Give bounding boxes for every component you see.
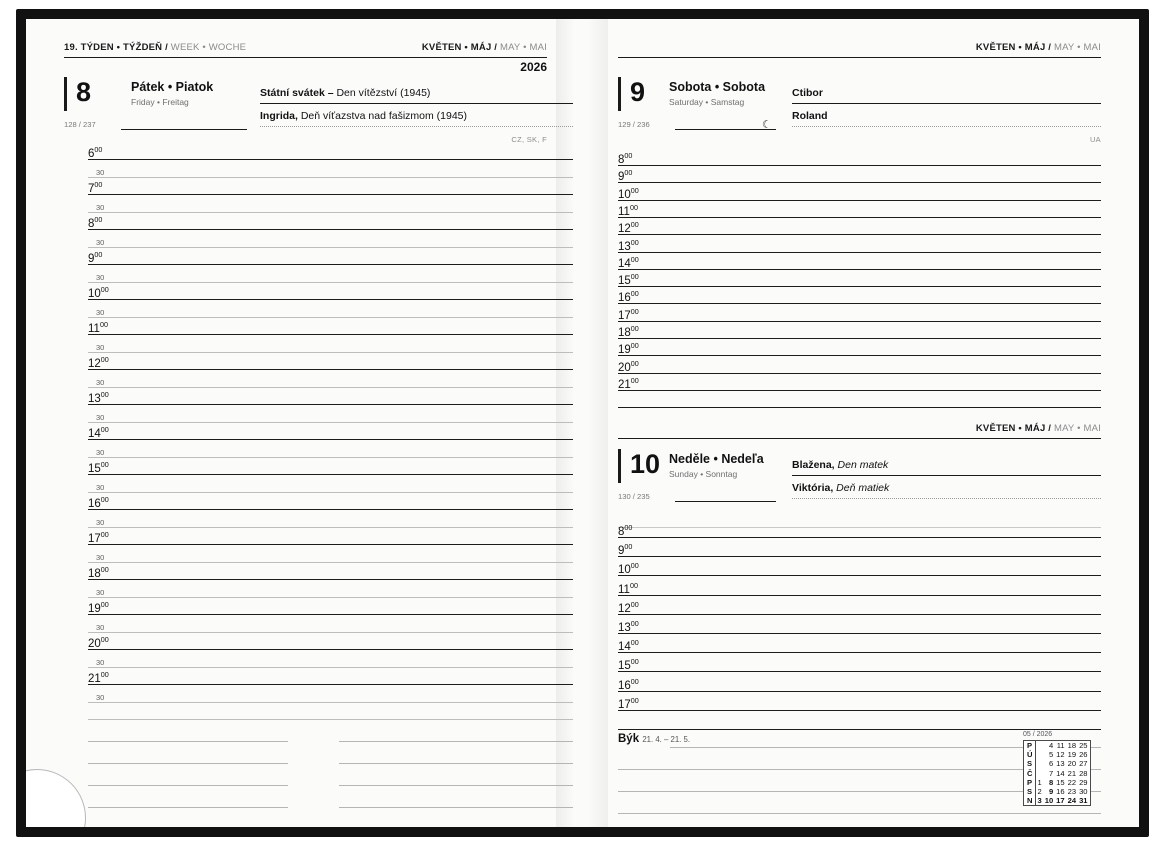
hour-rule <box>88 299 573 300</box>
month-header-left <box>422 42 547 53</box>
hour-rule <box>618 691 1101 692</box>
left-page-header <box>64 42 547 58</box>
day-accent-bar-10 <box>618 449 621 483</box>
holiday-line-1-bold: Státní svátek – <box>260 87 334 99</box>
hour-label: $8^{00}$ <box>618 523 633 538</box>
mini-calendar-row <box>1024 796 1090 805</box>
month-header-mid <box>976 423 1101 434</box>
mini-calendar-day[interactable]: 2 <box>1037 787 1042 797</box>
hour-rule <box>618 286 1101 287</box>
mini-calendar-day[interactable]: 27 <box>1079 759 1088 769</box>
half-hour-rule <box>88 352 573 353</box>
hour-rule <box>88 439 573 440</box>
mini-calendar-day[interactable]: 31 <box>1079 796 1088 806</box>
half-hour-rule <box>88 527 573 528</box>
month-header-right-secondary: MAY • MAI <box>1053 42 1101 53</box>
hour-label: $10^{00}$ <box>618 561 639 577</box>
mini-calendar-day[interactable]: 15 <box>1056 777 1065 787</box>
half-hour-label: 30 <box>96 412 105 422</box>
hour-rule <box>88 509 573 510</box>
hour-rule <box>88 334 573 335</box>
last-quarter-moon-icon: ☾ <box>762 119 772 131</box>
hour-rule <box>618 652 1101 653</box>
half-hour-rule <box>88 422 573 423</box>
half-hour-rule <box>88 387 573 388</box>
day-progress-rule-9 <box>675 129 776 130</box>
mini-calendar-dow: P <box>1024 741 1036 750</box>
day-name-9: Sobota • Sobota <box>669 80 766 94</box>
hour-label: $20^{00}$ <box>618 358 639 374</box>
hour-label: $16^{00}$ <box>88 495 109 510</box>
half-hour-label: 30 <box>96 167 105 177</box>
day-name-10: Neděle • Nedeľa <box>669 452 764 466</box>
half-hour-label: 30 <box>96 342 105 352</box>
hour-label: $13^{00}$ <box>88 390 109 405</box>
note-line[interactable] <box>339 785 573 786</box>
mini-calendar-day[interactable]: 20 <box>1067 759 1077 769</box>
left-page <box>26 19 569 827</box>
day-name-secondary-9: Saturday • Samstag <box>669 97 745 107</box>
hour-rule <box>88 264 573 265</box>
holiday-line-1 <box>260 87 430 99</box>
hour-rule <box>88 404 573 405</box>
half-hour-label: 30 <box>96 552 105 562</box>
week-header-primary: 19. TÝDEN • TÝŽDEŇ / <box>64 42 168 53</box>
month-header-right-primary: KVĚTEN • MÁJ / <box>975 42 1052 53</box>
mini-calendar-row <box>1024 769 1090 778</box>
mini-calendar-day[interactable]: 7 <box>1048 768 1054 778</box>
mini-calendar-day[interactable] <box>1036 769 1044 778</box>
mini-calendar-day[interactable]: 28 <box>1079 768 1088 778</box>
hour-label: $8^{00}$ <box>618 151 633 166</box>
hour-label: $9^{00}$ <box>618 168 633 184</box>
half-hour-label: 30 <box>96 377 105 387</box>
mini-calendar-day[interactable]: 25 <box>1079 741 1088 750</box>
hour-rule <box>88 649 573 650</box>
hour-label: $6^{00}$ <box>88 145 103 160</box>
mini-calendar-day[interactable]: 3 <box>1037 796 1042 806</box>
hour-label: $12^{00}$ <box>88 355 109 370</box>
nameday-line-10-2 <box>792 482 889 494</box>
hour-rule <box>618 165 1101 166</box>
nameday-10-2-rest: Deň matiek <box>833 482 890 494</box>
day-progress-9: 129 / 236 <box>618 120 650 129</box>
day-accent-bar-8 <box>64 77 67 111</box>
mini-calendar-day[interactable] <box>1036 759 1044 768</box>
mini-calendar-day[interactable]: 4 <box>1048 741 1054 750</box>
nameday-9-1-text: Ctibor <box>792 87 823 99</box>
day-name-secondary-8: Friday • Freitag <box>131 97 189 107</box>
month-header-mid-primary: KVĚTEN • MÁJ / <box>975 423 1052 434</box>
half-hour-rule <box>88 177 573 178</box>
hour-label: $10^{00}$ <box>618 185 639 201</box>
hour-label: $9^{00}$ <box>88 250 103 265</box>
half-hour-label: 30 <box>96 307 105 317</box>
hour-rule <box>618 537 1101 538</box>
hour-label: $14^{00}$ <box>88 425 109 440</box>
zodiac-name: Býk <box>618 733 640 745</box>
hour-rule <box>618 390 1101 391</box>
nameday-10-1-rest: Den matek <box>834 459 889 471</box>
mini-calendar-dow: S <box>1024 787 1036 796</box>
half-hour-rule <box>88 212 573 213</box>
mini-calendar-day[interactable]: 9 <box>1048 787 1054 797</box>
hour-rule <box>618 234 1101 235</box>
holiday-line-2 <box>260 110 467 122</box>
hour-label: $21^{00}$ <box>618 376 639 391</box>
nameday-line-9-2 <box>792 110 828 122</box>
holiday-rule-1 <box>260 103 573 104</box>
mini-calendar-day[interactable]: 8 <box>1048 777 1054 787</box>
note-line[interactable] <box>339 763 573 764</box>
day-name-secondary-10: Sunday • Sonntag <box>669 469 738 479</box>
half-hour-label: 30 <box>96 587 105 597</box>
holiday-line-2-rest: Deň víťazstva nad fašizmom (1945) <box>297 110 468 122</box>
half-hour-label: 30 <box>96 692 105 702</box>
mini-calendar-day[interactable]: 6 <box>1048 759 1054 769</box>
half-hour-rule <box>88 492 573 493</box>
hour-rule <box>88 229 573 230</box>
mid-header-rule <box>618 438 1101 439</box>
note-line[interactable] <box>618 813 1101 814</box>
mini-calendar-day[interactable]: 21 <box>1067 768 1077 778</box>
half-hour-rule <box>88 667 573 668</box>
mini-calendar-day[interactable]: 24 <box>1067 796 1077 806</box>
note-line[interactable] <box>88 785 288 786</box>
nameday-rule-10-1 <box>792 475 1101 476</box>
hour-rule <box>88 159 573 160</box>
hour-label: $10^{00}$ <box>88 285 109 300</box>
hour-rule <box>88 544 573 545</box>
nameday-line-10-1 <box>792 459 888 471</box>
mini-calendar-day[interactable]: 17 <box>1056 796 1065 806</box>
mini-calendar-dow: Ú <box>1024 750 1036 759</box>
hour-label: $18^{00}$ <box>618 324 639 339</box>
hour-rule <box>618 338 1101 339</box>
mini-calendar-day[interactable] <box>1036 750 1044 759</box>
hour-label: $16^{00}$ <box>618 289 639 305</box>
hour-label: $16^{00}$ <box>618 676 639 692</box>
day-accent-bar-9 <box>618 77 621 111</box>
hour-rule <box>618 355 1101 356</box>
mini-calendar-day[interactable]: 23 <box>1067 787 1077 797</box>
hour-label: $12^{00}$ <box>618 220 639 236</box>
nameday-line-9-1 <box>792 87 823 99</box>
mini-calendar-dow: P <box>1024 778 1036 787</box>
half-hour-rule <box>88 247 573 248</box>
mini-calendar-day[interactable]: 26 <box>1079 750 1088 760</box>
note-line[interactable] <box>88 741 288 742</box>
month-header-right <box>976 42 1101 53</box>
hour-label: $11^{00}$ <box>618 203 638 218</box>
half-hour-rule <box>88 562 573 563</box>
hour-label: $13^{00}$ <box>618 237 639 253</box>
day-name-8: Pátek • Piatok <box>131 80 214 94</box>
mini-calendar-table <box>1024 741 1090 805</box>
hour-rule <box>618 710 1101 711</box>
hour-label: $14^{00}$ <box>618 254 639 270</box>
right-header-rule <box>618 57 1101 58</box>
hour-label: $19^{00}$ <box>88 600 109 615</box>
half-hour-rule <box>88 632 573 633</box>
holiday-rule-2 <box>260 126 573 127</box>
half-hour-rule <box>88 317 573 318</box>
hour-label: $11^{00}$ <box>618 580 638 596</box>
mini-calendar-day[interactable]: 29 <box>1079 777 1088 787</box>
half-hour-rule <box>88 597 573 598</box>
hour-rule <box>618 217 1101 218</box>
hour-rule <box>618 303 1101 304</box>
mini-calendar-day[interactable]: 5 <box>1048 750 1054 760</box>
day-number-8: 8 <box>76 77 92 107</box>
note-line[interactable] <box>88 807 288 808</box>
nameday-9-2-text: Roland <box>792 110 828 122</box>
hour-label: $8^{00}$ <box>88 215 103 230</box>
nameday-10-2-bold: Viktória, <box>792 482 834 494</box>
hour-rule <box>618 575 1101 576</box>
country-codes-8: CZ, SK, F <box>511 135 547 144</box>
hour-rule <box>88 579 573 580</box>
note-line[interactable] <box>88 763 288 764</box>
right-page-header <box>618 42 1101 58</box>
right-page-midheader <box>618 423 1101 439</box>
half-hour-rule <box>88 282 573 283</box>
hour-rule <box>88 474 573 475</box>
day-progress-8: 128 / 237 <box>64 120 96 129</box>
hour-rule <box>618 373 1101 374</box>
mini-calendar[interactable] <box>1023 740 1091 806</box>
mini-calendar-dow: S <box>1024 759 1036 768</box>
nameday-rule-9-2 <box>792 126 1101 127</box>
mini-calendar-day[interactable]: 13 <box>1056 759 1065 769</box>
day-progress-10: 130 / 235 <box>618 492 650 501</box>
hour-rule <box>88 684 573 685</box>
mini-calendar-dow: N <box>1024 796 1036 805</box>
mini-calendar-day[interactable]: 12 <box>1056 750 1065 760</box>
day-progress-rule-8 <box>121 129 247 130</box>
hour-label: $19^{00}$ <box>618 341 639 357</box>
holiday-line-2-bold: Ingrida, <box>260 110 298 122</box>
mini-calendar-day[interactable]: 22 <box>1067 777 1077 787</box>
hour-label: $13^{00}$ <box>618 619 639 634</box>
hour-rule <box>88 614 573 615</box>
zodiac-label <box>618 733 690 745</box>
left-header-rule <box>64 57 547 58</box>
hour-label: $15^{00}$ <box>88 460 109 475</box>
hour-label: $7^{00}$ <box>88 180 103 195</box>
hour-rule <box>618 614 1101 615</box>
note-line[interactable] <box>339 741 573 742</box>
hour-rule <box>88 719 573 720</box>
hour-label: $15^{00}$ <box>618 657 639 673</box>
hour-label: $9^{00}$ <box>618 542 633 558</box>
country-codes-9: UA <box>1089 135 1101 144</box>
hour-rule <box>88 369 573 370</box>
note-line[interactable] <box>339 807 573 808</box>
hour-rule <box>618 321 1101 322</box>
hour-rule <box>618 729 1101 730</box>
mini-calendar-day[interactable]: 30 <box>1079 787 1088 797</box>
half-hour-label: 30 <box>96 447 105 457</box>
half-hour-label: 30 <box>96 517 105 527</box>
half-hour-label: 30 <box>96 482 105 492</box>
hour-rule <box>618 269 1101 270</box>
month-header-left-primary: KVĚTEN • MÁJ / <box>421 42 498 53</box>
hour-rule <box>618 182 1101 183</box>
half-hour-rule <box>88 702 573 703</box>
hour-rule <box>618 200 1101 201</box>
hour-label: $17^{00}$ <box>618 695 639 711</box>
mini-calendar-dow: Č <box>1024 769 1036 778</box>
mini-calendar-day[interactable] <box>1036 741 1044 750</box>
day-number-10: 10 <box>630 449 661 479</box>
right-page <box>596 19 1139 827</box>
mini-calendar-day[interactable]: 10 <box>1044 796 1054 806</box>
mini-calendar-title: 05 / 2026 <box>1023 731 1053 738</box>
hour-label: $21^{00}$ <box>88 670 109 685</box>
mini-calendar-day[interactable]: 1 <box>1037 777 1042 787</box>
mini-calendar-row <box>1024 741 1090 750</box>
hour-label: $15^{00}$ <box>618 272 639 288</box>
day-number-9: 9 <box>630 77 646 107</box>
year-label: 2026 <box>520 60 547 74</box>
mini-calendar-day[interactable]: 16 <box>1056 787 1065 797</box>
hour-rule <box>618 252 1101 253</box>
holiday-line-1-rest: Den vítězství (1945) <box>333 87 431 99</box>
mini-calendar-row <box>1024 778 1090 787</box>
half-hour-label: 30 <box>96 202 105 212</box>
mini-calendar-day[interactable]: 11 <box>1056 741 1065 750</box>
week-header <box>64 42 246 53</box>
hour-label: $14^{00}$ <box>618 638 639 654</box>
half-hour-label: 30 <box>96 622 105 632</box>
hour-rule <box>618 556 1101 557</box>
hour-rule <box>618 671 1101 672</box>
mini-calendar-row <box>1024 787 1090 796</box>
mini-calendar-row <box>1024 759 1090 768</box>
half-hour-label: 30 <box>96 237 105 247</box>
hour-rule <box>618 407 1101 408</box>
month-header-mid-secondary: MAY • MAI <box>1053 423 1101 434</box>
half-hour-rule <box>88 457 573 458</box>
month-header-left-secondary: MAY • MAI <box>499 42 547 53</box>
zodiac-range: 21. 4. – 21. 5. <box>642 735 690 744</box>
hour-label: $17^{00}$ <box>618 306 639 322</box>
half-hour-label: 30 <box>96 657 105 667</box>
hour-label: $12^{00}$ <box>618 599 639 615</box>
sunday-top-rule <box>618 527 1101 528</box>
half-hour-label: 30 <box>96 272 105 282</box>
hour-rule <box>88 194 573 195</box>
hour-label: $20^{00}$ <box>88 635 109 650</box>
mini-calendar-day[interactable]: 18 <box>1067 741 1077 750</box>
mini-calendar-row <box>1024 750 1090 759</box>
hour-label: $17^{00}$ <box>88 530 109 545</box>
day-progress-rule-10 <box>675 501 776 502</box>
mini-calendar-day[interactable]: 14 <box>1056 768 1065 778</box>
mini-calendar-day[interactable]: 19 <box>1067 750 1077 760</box>
nameday-rule-9-1 <box>792 103 1101 104</box>
hour-label: $11^{00}$ <box>88 320 108 335</box>
hour-rule <box>618 633 1101 634</box>
nameday-10-1-bold: Blažena, <box>792 459 835 471</box>
nameday-rule-10-2 <box>792 498 1101 499</box>
hour-rule <box>618 595 1101 596</box>
week-header-secondary: WEEK • WOCHE <box>170 42 247 53</box>
hour-label: $18^{00}$ <box>88 565 109 580</box>
